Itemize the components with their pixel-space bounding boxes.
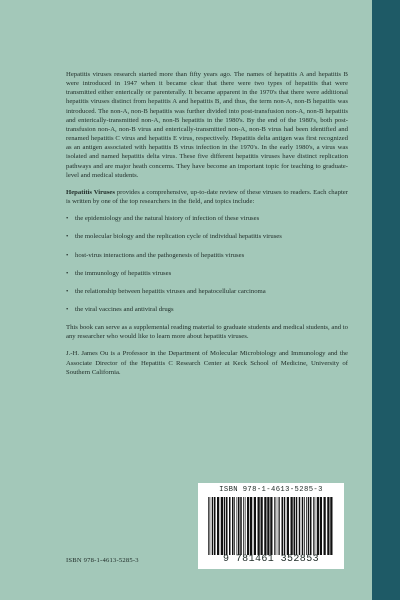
barcode-bar — [238, 497, 240, 555]
back-cover-text — [66, 70, 348, 385]
barcode-bar — [287, 497, 289, 555]
barcode-bar — [278, 497, 279, 555]
bullet-icon: • — [66, 215, 69, 223]
barcode-bar — [315, 497, 316, 555]
list-item — [66, 305, 348, 314]
barcode-bar — [234, 497, 235, 555]
barcode-bar — [310, 497, 312, 555]
list-item — [66, 269, 348, 278]
bullet-icon: • — [66, 269, 69, 277]
barcode-bar — [327, 497, 329, 555]
barcode-bar — [330, 497, 332, 555]
list-item — [66, 287, 348, 296]
barcode-bar — [237, 497, 238, 555]
barcode-bar — [261, 497, 263, 555]
barcode-bars — [206, 497, 336, 555]
barcode-bar — [282, 497, 284, 555]
topic-text: the epidemiology and the natural history of infection of these viruses — [75, 215, 260, 223]
topic-list — [66, 214, 348, 314]
bullet-icon: • — [66, 233, 69, 241]
book-title: Hepatitis Viruses — [66, 188, 115, 196]
barcode-bar — [324, 497, 326, 555]
barcode-bar — [276, 497, 277, 555]
barcode-bar — [274, 497, 275, 555]
barcode-bar — [291, 497, 293, 555]
barcode-bar — [232, 497, 234, 555]
barcode-bar — [245, 497, 246, 555]
topic-text: the viral vaccines and antiviral drugs — [75, 305, 174, 313]
barcode-bar — [229, 497, 231, 555]
barcode — [198, 483, 344, 569]
list-item — [66, 232, 348, 241]
barcode-bar — [294, 497, 296, 555]
barcode-bar — [212, 497, 214, 555]
barcode-bar — [308, 497, 310, 555]
barcode-bar — [270, 497, 272, 555]
barcode-bar — [267, 497, 269, 555]
barcode-bar — [224, 497, 226, 555]
barcode-bar — [258, 497, 260, 555]
barcode-bar — [247, 497, 249, 555]
intro-paragraph: Hepatitis viruses research started more than fifty years ago. The names of hepatitis A and hepatitis B were introduced in 1947 when it became clear that there were two types of hepatitis that were transmitted either enterically or parenterally. It became apparent in the 1970's that there were additional hepatitis viruses distinct from hepatitis A and hepatitis B, and thus, the term non-A, non-B hepatitis was introduced. The non-A, non-B hepatitis was further divided into post-transfusion non-A, non-B hepatitis and enterically-transmitted non-A, non-B hepatitis in the 1980's. By the end of the 1980's, both post-transfusion non-A, non-B virus and enterically-transmitted non-A, non-B virus had been identified and renamed hepatitis C virus and hepatitis E virus, respectively. Hepatitis delta antigen was first recognized as an antigen associated with hepatitis B virus infection in the 1970's. In the early 1980's, a virus was isolated and named hepatitis delta virus. These five different hepatitis viruses have distinct replication pathways and are major heath concerns. They have become an important topic for teaching to graduate-level and medical students. — [66, 71, 348, 179]
barcode-bar — [320, 497, 322, 555]
review-paragraph-text: provides a comprehensive, up-to-date review of these viruses to readers. Each chapter is written by one of the top researchers in the field, and topics include: — [66, 188, 348, 206]
barcode-bar — [284, 497, 286, 555]
topic-text: the relationship between hepatitis viruses and hepatocellular carcinoma — [75, 287, 266, 295]
barcode-bar — [302, 497, 304, 555]
barcode-isbn-label: ISBN 978-1-4613-5285-3 — [219, 486, 323, 494]
barcode-bar — [306, 497, 307, 555]
barcode-bar — [296, 497, 298, 555]
bullet-icon: • — [66, 287, 69, 295]
barcode-bar — [240, 497, 242, 555]
barcode-digits: 9 781461 352853 — [222, 554, 319, 565]
bullet-icon: • — [66, 251, 69, 259]
barcode-bar — [214, 497, 216, 555]
spine-stripe — [372, 0, 400, 600]
isbn-text: ISBN 978-1-4613-5285-3 — [66, 557, 139, 564]
audience-paragraph: This book can serve as a supplemental reading material to graduate students and medical students, and to any researcher who would like to learn more about hepatitis viruses. — [66, 324, 348, 341]
barcode-bar — [250, 497, 252, 555]
barcode-bar — [264, 497, 266, 555]
topic-text: the molecular biology and the replication cycle of individual hepatitis viruses — [75, 233, 282, 241]
barcode-bar — [299, 497, 301, 555]
barcode-bar — [221, 497, 223, 555]
barcode-bar — [243, 497, 244, 555]
barcode-bar — [254, 497, 256, 555]
author-paragraph: J.-H. James Ou is a Professor in the Department of Molecular Microbiology and Immunology and the Associate Director of the Hepatitis C Research Center at Keck School of Medicine, University of Southern California. — [66, 350, 348, 376]
barcode-bar — [226, 497, 228, 555]
topic-text: the immunology of hepatitis viruses — [75, 269, 172, 277]
barcode-bar — [313, 497, 314, 555]
barcode-bar — [317, 497, 319, 555]
barcode-bar — [217, 497, 219, 555]
topic-text: host-virus interactions and the pathogenesis of hepatitis viruses — [75, 251, 245, 259]
list-item — [66, 251, 348, 260]
barcode-bar — [279, 497, 280, 555]
review-paragraph — [66, 188, 348, 206]
barcode-bar — [304, 497, 305, 555]
bullet-icon: • — [66, 305, 69, 313]
barcode-bar — [208, 497, 209, 555]
barcode-bar — [210, 497, 211, 555]
list-item — [66, 214, 348, 223]
